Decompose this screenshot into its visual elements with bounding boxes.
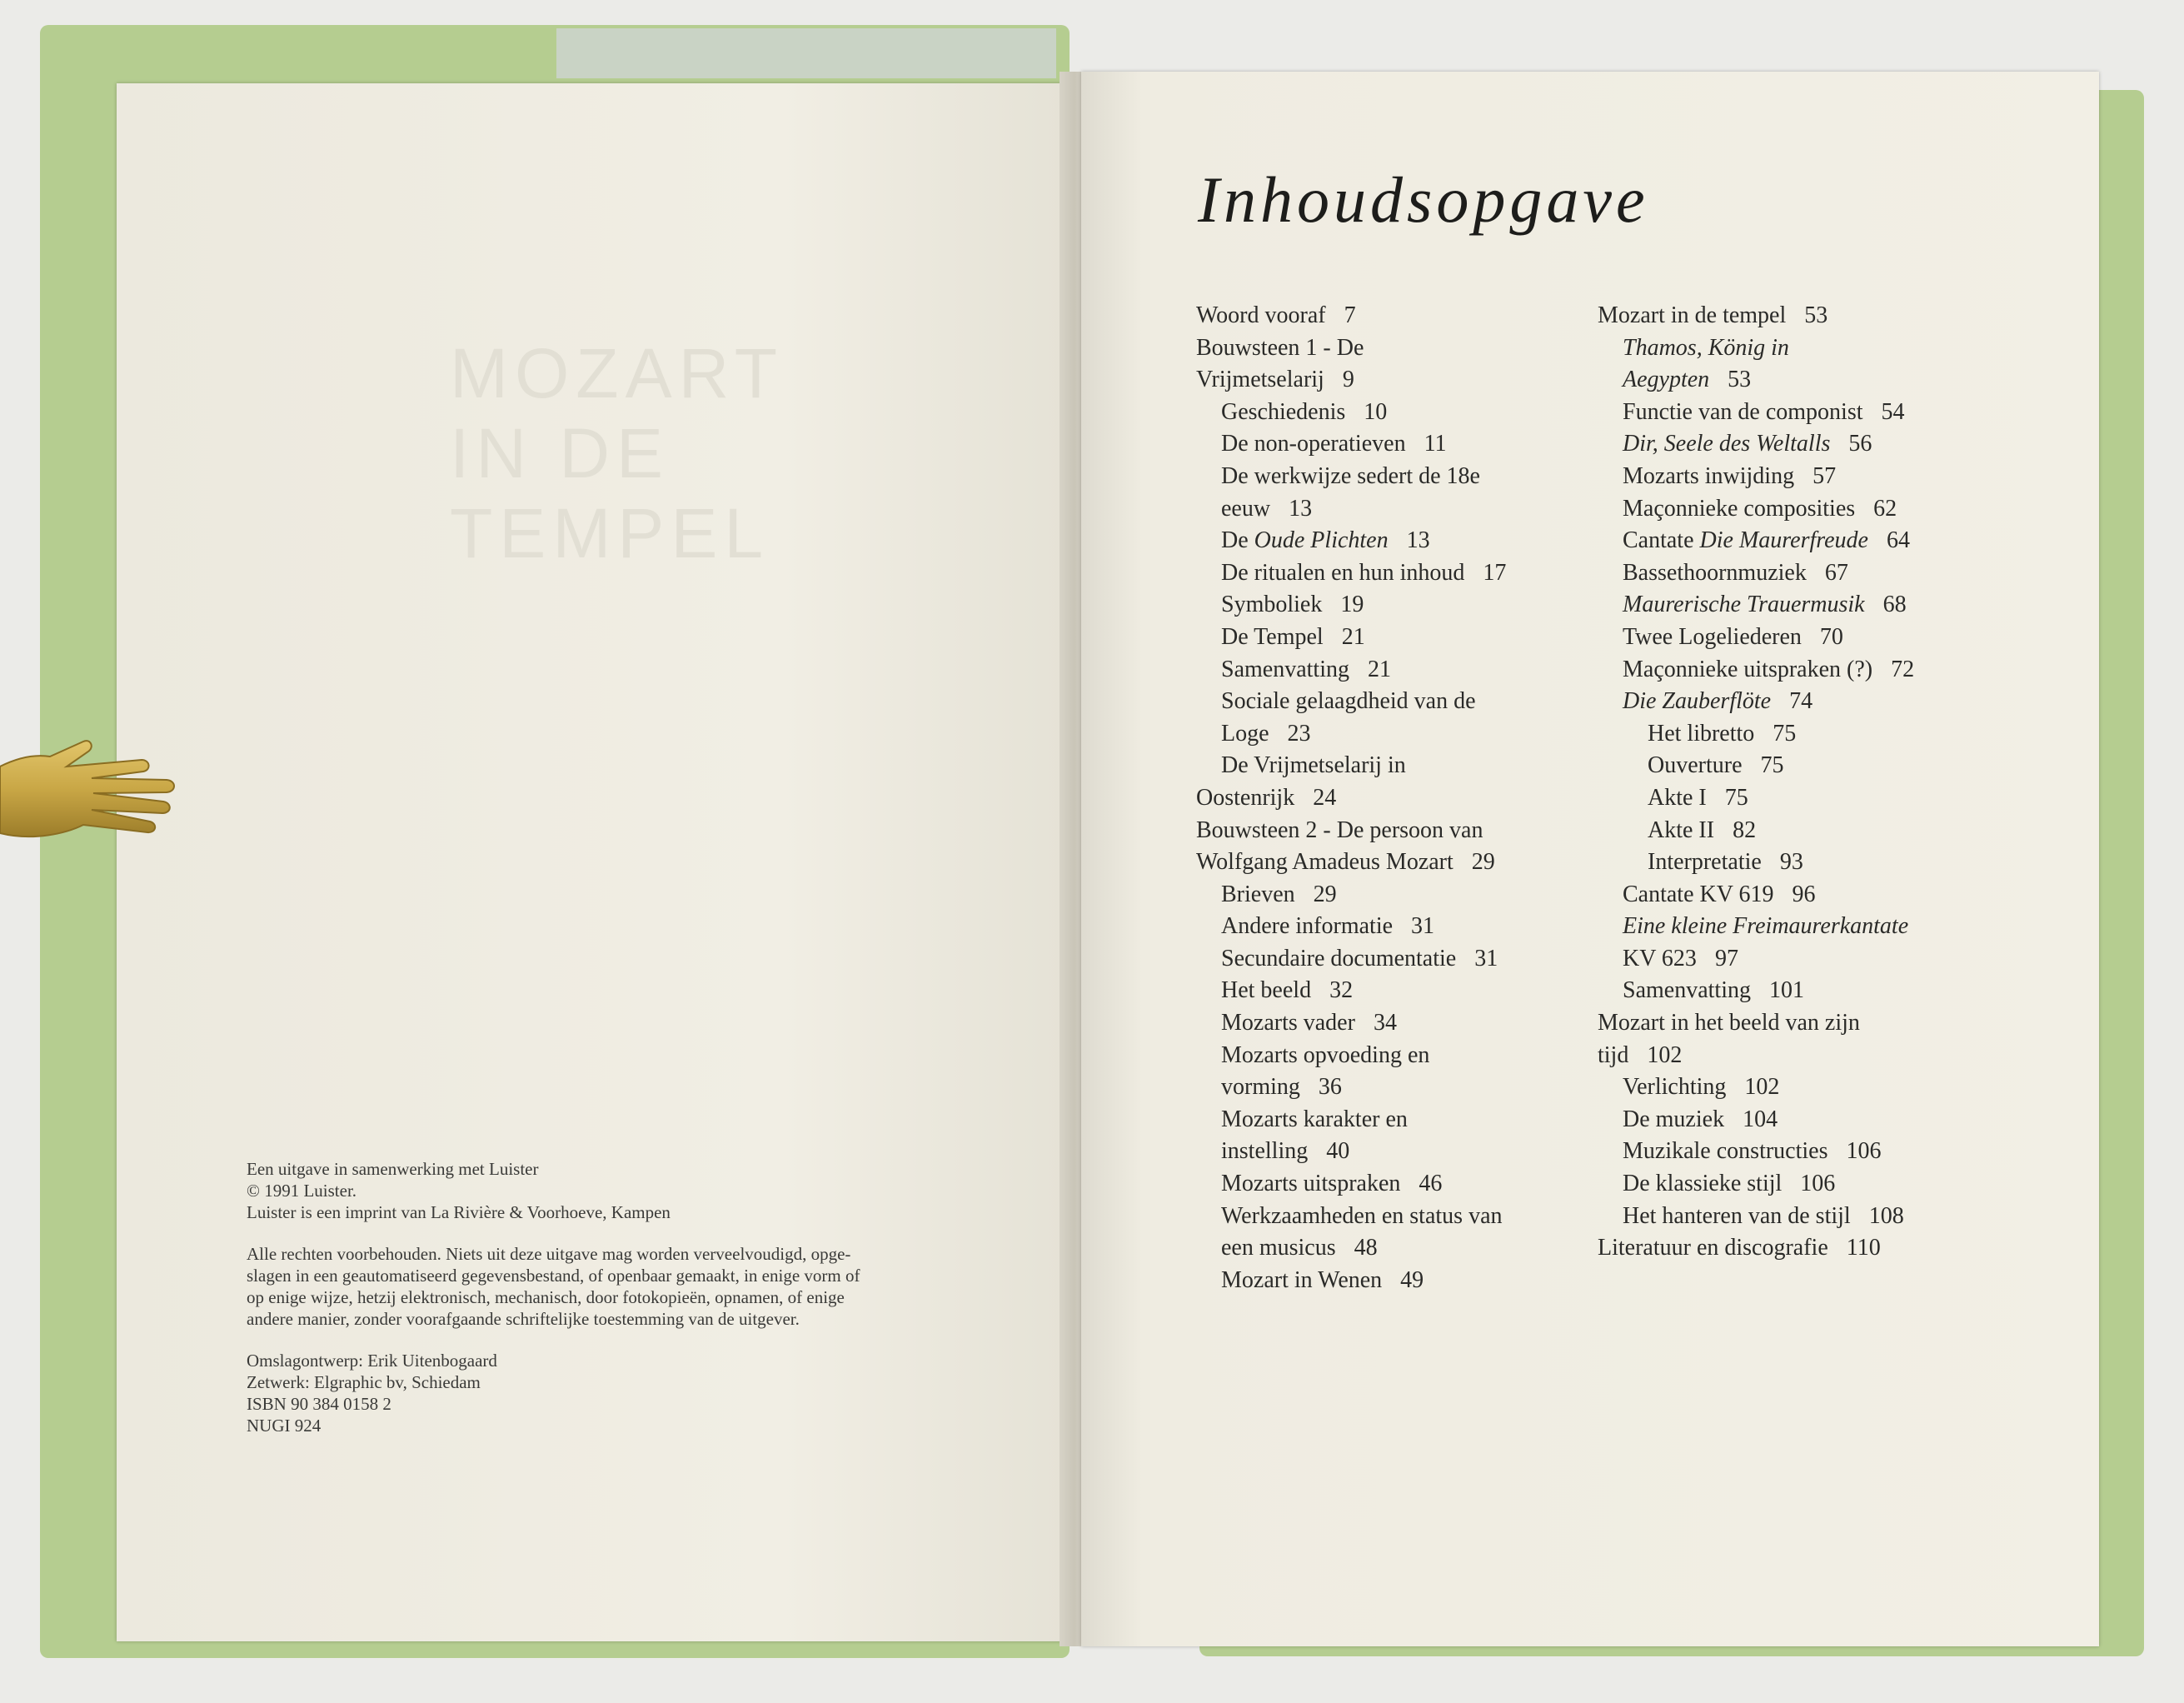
toc-entry-title: De ritualen en hun inhoud [1221,559,1465,586]
toc-page-number: 72 [1891,656,1915,682]
toc-entry-title: De Tempel [1221,623,1324,650]
toc-page-number: 57 [1813,462,1837,489]
toc-entry-italic-title: Thamos, König in [1623,334,1789,361]
bleed-through-text: MOZART IN DE TEMPEL [450,334,785,572]
toc-page-number: 108 [1868,1202,1904,1229]
toc-entry-italic-title: Oude Plichten [1254,527,1389,554]
toc-entry [1196,718,1596,751]
toc-page-number: 17 [1483,559,1507,586]
toc-entry-title: Mozarts opvoeding en [1221,1041,1430,1068]
rights-line: Alle rechten voorbehouden. Niets uit deze uitgave mag worden verveelvoudigd, opge- [247,1244,851,1264]
toc-entry-title: De non-operatieven [1221,431,1406,457]
toc-entry-title: Mozart in de tempel [1598,302,1787,328]
toc-entry [1196,1040,1596,1072]
toc-page-number: 46 [1419,1171,1443,1197]
toc-entry [1598,654,1964,687]
toc-entry [1196,686,1596,718]
toc-page-number: 32 [1329,977,1354,1004]
toc-entry [1196,1104,1596,1136]
toc-entry [1196,332,1596,365]
toc-entry-title: Mozarts vader [1221,1010,1355,1036]
toc-page-number: 110 [1846,1235,1881,1261]
toc-page-number: 23 [1287,720,1311,747]
toc-page-number: 82 [1733,817,1757,843]
imprint-publisher [247,1158,1013,1223]
toc-entry-title: Het libretto [1648,720,1755,747]
toc-entry-title: Werkzaamheden en status van [1221,1202,1503,1229]
toc-entry [1598,975,1964,1007]
toc-entry-title: Mozart in het beeld van zijn [1598,1010,1860,1036]
cover-design-credit: Omslagontwerp: Erik Uitenbogaard [247,1351,497,1371]
toc-entry [1196,1071,1596,1104]
rights-line: op enige wijze, hetzij elektronisch, mechanisch, door fotokopieën, opnamen, of enige [247,1287,845,1307]
toc-entry [1598,815,1964,847]
rights-notice [247,1243,1013,1330]
toc-entry [1598,1040,1964,1072]
toc-entry-prefix: De [1221,527,1254,554]
toc-page-number: 11 [1424,431,1447,457]
toc-column-2 [1598,300,1964,1265]
toc-entry [1196,975,1596,1007]
toc-entry [1196,589,1596,622]
copyright-line: © 1991 Luister. [247,1181,357,1201]
toc-entry-title: Akte II [1648,817,1715,843]
toc-entry [1598,686,1964,718]
toc-entry [1196,782,1596,815]
toc-page-number: 102 [1647,1041,1683,1068]
toc-page-number: 53 [1804,302,1828,328]
toc-entry [1196,654,1596,687]
toc-entry-title: Het hanteren van de stijl [1623,1202,1851,1229]
inner-cover-strip [556,28,1056,78]
toc-entry [1196,815,1596,847]
toc-entry-title: Andere informatie [1221,913,1394,940]
toc-page-number: 64 [1886,527,1910,554]
toc-page-number: 96 [1792,881,1816,907]
toc-page-number: 56 [1848,431,1872,457]
toc-entry-title: Secundaire documentatie [1221,945,1457,971]
toc-entry [1598,428,1964,461]
toc-entry [1598,847,1964,879]
edition-line: Een uitgave in samenwerking met Luister [247,1159,539,1179]
toc-entry-title: eeuw [1221,495,1271,522]
toc-column-1 [1196,300,1596,1296]
toc-entry-title: Geschiedenis [1221,398,1346,425]
toc-entry [1196,461,1596,493]
toc-entry [1598,461,1964,493]
toc-entry-title: Maçonnieke composities [1623,495,1856,522]
toc-page-number: 101 [1768,977,1804,1004]
toc-entry [1196,911,1596,943]
toc-page-number: 75 [1760,752,1784,779]
toc-entry [1598,397,1964,429]
toc-entry-title: Bouwsteen 2 - De persoon van [1196,817,1483,843]
toc-entry-title: Akte I [1648,784,1707,811]
toc-page-number: 9 [1342,367,1354,393]
toc-entry-title: vorming [1221,1074,1300,1101]
toc-page-number: 21 [1341,623,1365,650]
toc-entry [1196,1136,1596,1168]
rights-line: slagen in een geautomatiseerd gegevensbestand, of openbaar gemaakt, in enige vorm of [247,1266,860,1286]
toc-entry-title: De werkwijze sedert de 18e [1221,462,1480,489]
imprint-block [247,1158,1013,1456]
toc-page-number: 68 [1882,592,1907,618]
toc-entry-title: Loge [1221,720,1269,747]
toc-entry-title: Woord vooraf [1196,302,1326,328]
toc-entry [1196,622,1596,654]
toc-entry [1196,1265,1596,1297]
toc-entry-title: Samenvatting [1221,656,1349,682]
toc-entry-title: Muzikale constructies [1623,1138,1828,1165]
toc-page-number: 29 [1313,881,1337,907]
toc-entry [1196,364,1596,397]
toc-page-number: 49 [1400,1266,1424,1293]
toc-entry-title: KV 623 [1623,945,1697,971]
toc-entry-title: Mozarts karakter en [1221,1106,1408,1132]
toc-entry [1598,525,1964,557]
toc-entry [1598,1007,1964,1040]
toc-entry [1196,493,1596,526]
toc-entry-title: Literatuur en discografie [1598,1235,1828,1261]
toc-entry-title: Maçonnieke uitspraken (?) [1623,656,1873,682]
toc-page-number: 53 [1728,367,1752,393]
toc-entry-title: Mozarts uitspraken [1221,1171,1401,1197]
toc-entry [1598,750,1964,782]
toc-entry [1196,750,1596,782]
toc-entry [1598,879,1964,911]
toc-entry-title: Interpretatie [1648,849,1762,876]
toc-entry-title: Brieven [1221,881,1295,907]
toc-entry [1598,943,1964,976]
toc-page-number: 106 [1846,1138,1882,1165]
toc-entry [1598,1168,1964,1201]
toc-entry [1196,557,1596,590]
toc-page-number: 13 [1406,527,1430,554]
credits [247,1350,1013,1436]
toc-page-number: 93 [1779,849,1803,876]
toc-entry [1598,364,1964,397]
toc-page-number: 31 [1474,945,1498,971]
toc-entry-title: De muziek [1623,1106,1725,1132]
toc-entry [1598,911,1964,943]
toc-page-number: 13 [1289,495,1313,522]
toc-entry [1598,332,1964,365]
toc-entry-title: Mozart in Wenen [1221,1266,1383,1293]
toc-entry-italic-title: Aegypten [1623,367,1710,393]
toc-entry [1196,879,1596,911]
toc-entry-title: een musicus [1221,1235,1336,1261]
toc-entry [1196,1201,1596,1233]
toc-entry-title: Twee Logeliederen [1623,623,1802,650]
imprint-line: Luister is een imprint van La Rivière & Voorhoeve, Kampen [247,1202,671,1222]
toc-title: Inhoudsopgave [1198,163,1649,236]
toc-page-number: 48 [1354,1235,1378,1261]
toc-entry [1598,1136,1964,1168]
toc-page-number: 36 [1318,1074,1342,1101]
toc-entry [1598,1104,1964,1136]
toc-page-number: 10 [1364,398,1388,425]
typesetting-credit: Zetwerk: Elgraphic bv, Schiedam [247,1372,481,1392]
toc-entry [1598,493,1964,526]
toc-page-number: 74 [1789,688,1813,715]
toc-entry-title: Vrijmetselarij [1196,367,1324,393]
toc-page-number: 21 [1367,656,1391,682]
rights-line: andere manier, zonder voorafgaande schriftelijke toestemming van de uitgever. [247,1309,800,1329]
toc-page-number: 62 [1873,495,1897,522]
toc-entry-title: Oostenrijk [1196,784,1295,811]
toc-entry-title: De Vrijmetselarij in [1221,752,1406,779]
toc-entry-italic-title: Die Zauberflöte [1623,688,1772,715]
toc-entry-title: Mozarts inwijding [1623,462,1795,489]
toc-entry-title: De klassieke stijl [1623,1171,1783,1197]
toc-entry [1196,428,1596,461]
toc-entry [1598,622,1964,654]
toc-entry-title: Wolfgang Amadeus Mozart [1196,849,1454,876]
isbn: ISBN 90 384 0158 2 [247,1394,391,1414]
toc-entry-title: Bassethoornmuziek [1623,559,1807,586]
toc-entry-italic-title: Dir, Seele des Weltalls [1623,431,1831,457]
toc-entry-title: instelling [1221,1138,1309,1165]
toc-entry-title: Symboliek [1221,592,1323,618]
toc-page-number: 106 [1800,1171,1836,1197]
toc-entry-title: Functie van de componist [1623,398,1863,425]
toc-page-number: 40 [1326,1138,1350,1165]
toc-entry [1196,1232,1596,1265]
toc-entry [1196,847,1596,879]
toc-entry-italic-title: Eine kleine Freimaurerkantate [1623,913,1909,940]
toc-page-number: 70 [1819,623,1843,650]
toc-page-number: 67 [1824,559,1848,586]
toc-page-number: 75 [1773,720,1797,747]
toc-entry [1598,1201,1964,1233]
nugi: NUGI 924 [247,1416,322,1436]
toc-entry-italic-title: Maurerische Trauermusik [1623,592,1865,618]
toc-entry [1196,525,1596,557]
toc-entry [1598,1232,1964,1265]
toc-entry-title: Verlichting [1623,1074,1727,1101]
toc-page-number: 34 [1373,1010,1397,1036]
toc-entry-title: Bouwsteen 1 - De [1196,334,1364,361]
toc-page-number: 104 [1743,1106,1778,1132]
toc-entry [1598,557,1964,590]
toc-entry-title: tijd [1598,1041,1629,1068]
toc-page-number: 19 [1340,592,1364,618]
toc-entry [1196,943,1596,976]
toc-page-number: 97 [1714,945,1738,971]
toc-entry-italic-title: Die Maurerfreude [1699,527,1868,554]
toc-page-number: 31 [1411,913,1435,940]
toc-entry-title: Het beeld [1221,977,1312,1004]
toc-entry [1196,1168,1596,1201]
toc-entry [1196,397,1596,429]
toc-entry [1598,718,1964,751]
toc-entry-title: Cantate KV 619 [1623,881,1774,907]
toc-page-number: 7 [1344,302,1356,328]
toc-entry-title: Sociale gelaagdheid van de [1221,688,1476,715]
toc-page-number: 24 [1313,784,1337,811]
toc-page-number: 29 [1471,849,1495,876]
toc-entry [1598,589,1964,622]
toc-entry [1196,1007,1596,1040]
toc-entry [1598,782,1964,815]
toc-entry-title: Ouverture [1648,752,1743,779]
toc-entry [1598,1071,1964,1104]
toc-page-number: 102 [1744,1074,1780,1101]
toc-entry-prefix: Cantate [1623,527,1700,554]
golden-hand-bookmark [0,708,183,858]
toc-entry [1598,300,1964,332]
toc-entry [1196,300,1596,332]
toc-entry-title: Samenvatting [1623,977,1751,1004]
toc-page-number: 75 [1724,784,1748,811]
toc-page-number: 54 [1881,398,1905,425]
